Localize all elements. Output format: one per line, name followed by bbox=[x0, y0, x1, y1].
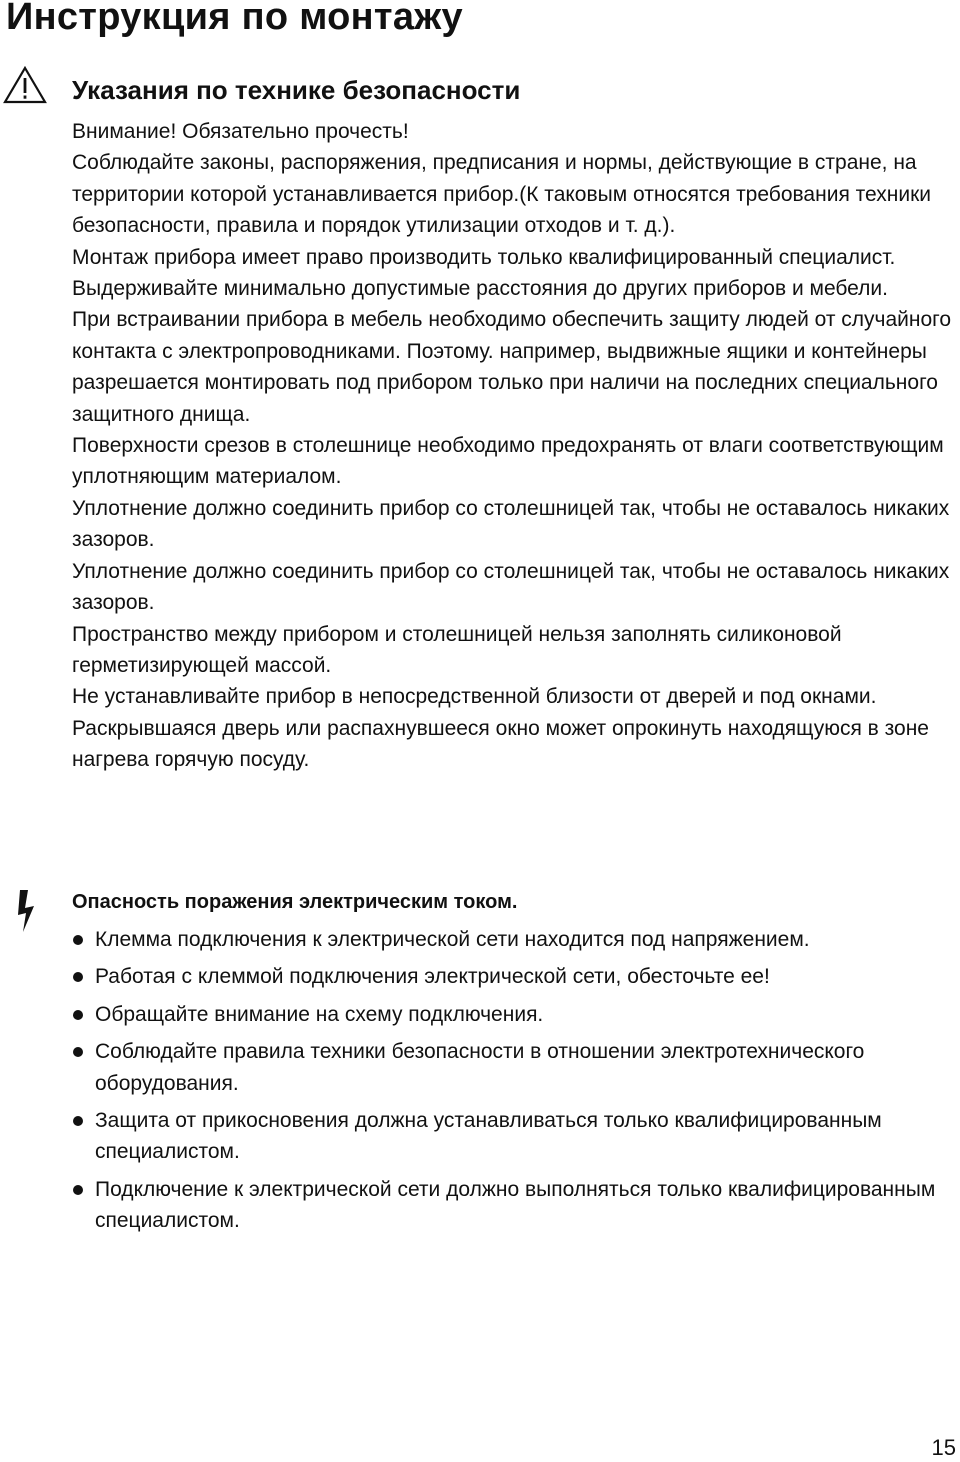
safety-paragraph: Выдерживайте минимально допустимые расстояния до других приборов и мебели. bbox=[72, 277, 888, 301]
warning-triangle-icon bbox=[3, 66, 47, 104]
list-item: Соблюдайте правила техники безопасности в отношении электротехнического оборудования. bbox=[72, 1036, 952, 1099]
safety-paragraph: Уплотнение должно соединить прибор со столешницей так, чтобы не оставалось никаких зазоров. bbox=[72, 559, 950, 615]
safety-paragraph: Монтаж прибора имеет право производить только квалифицированный специалист. bbox=[72, 245, 896, 269]
page-title: Инструкция по монтажу bbox=[6, 0, 463, 38]
safety-paragraph: Соблюдайте законы, распоряжения, предписания и нормы, действующие в стране, на территории которой устанавливается прибор.(К таковым относятся требования техники безопасности, правила и порядок утилизации отходов и т. д.). bbox=[72, 151, 931, 238]
safety-paragraph: Не устанавливайте прибор в непосредственной близости от дверей и под окнами. Раскрывшаяся дверь или распахнувшееся окно может опрокинуть находящуюся в зоне нагрева горячую посуду. bbox=[72, 685, 929, 772]
safety-text bbox=[72, 116, 958, 776]
safety-heading: Указания по технике безопасности bbox=[72, 75, 521, 105]
list-item: Клемма подключения к электрической сети находится под напряжением. bbox=[72, 924, 952, 955]
list-item: Подключение к электрической сети должно выполняться только квалифицированным специалистом. bbox=[72, 1174, 952, 1237]
lightning-bolt-icon bbox=[16, 888, 38, 934]
safety-paragraph: Внимание! Обязательно прочесть! bbox=[72, 120, 409, 143]
list-item: Защита от прикосновения должна устанавливаться только квалифицированным специалистом. bbox=[72, 1105, 952, 1168]
list-item: Обращайте внимание на схему подключения. bbox=[72, 999, 952, 1030]
safety-paragraph: Поверхности срезов в столешнице необходимо предохранять от влаги соответствующим уплотняющим материалом. bbox=[72, 434, 944, 489]
safety-paragraph: При встраивании прибора в мебель необходимо обеспечить защиту людей от случайного контакта с электропроводниками. Поэтому. например, выдвижные ящики и контейнеры разрешается монтировать под прибором только при наличи на последних специального защитного днища. bbox=[72, 308, 952, 426]
list-item: Работая с клеммой подключения электрической сети, обесточьте ее! bbox=[72, 961, 952, 992]
safety-paragraph: Пространство между прибором и столешницей нельзя заполнять силиконовой герметизирующей массой. bbox=[72, 622, 842, 677]
safety-paragraph: Уплотнение должно соединить прибор со столешницей так, чтобы не оставалось никаких зазоров. bbox=[72, 496, 950, 552]
electric-heading: Опасность поражения электрическим током. bbox=[72, 891, 518, 913]
page-number: 15 bbox=[931, 1435, 956, 1460]
electric-bullet-list bbox=[72, 924, 952, 1243]
